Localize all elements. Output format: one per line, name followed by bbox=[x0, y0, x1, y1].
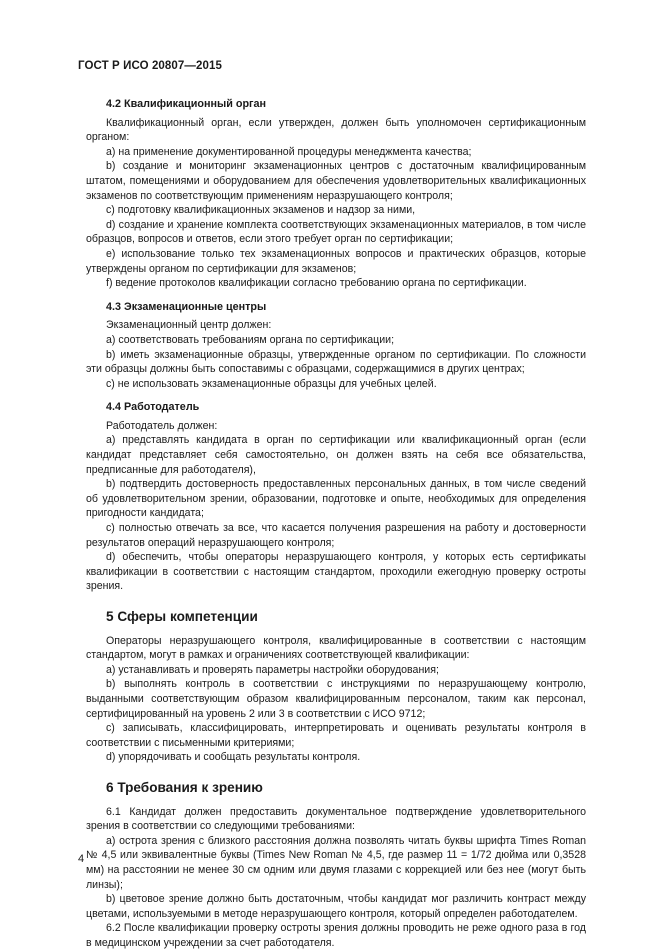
paragraph: Операторы неразрушающего контроля, квалифицированные в соответствии с настоящим стандартом, могут в рамках и ограничениях соответствующей квалификации: bbox=[86, 634, 586, 662]
section-4-4 bbox=[86, 400, 586, 594]
section-heading: 4.4 Работодатель bbox=[106, 401, 200, 414]
section-4-3 bbox=[86, 300, 586, 392]
list-item: d) упорядочивать и сообщать результаты контроля. bbox=[106, 751, 361, 764]
section-4-2 bbox=[86, 97, 586, 291]
list-item: a) устанавливать и проверять параметры настройки оборудования; bbox=[106, 663, 439, 676]
paragraph: 6.1 Кандидат должен предоставить документальное подтверждение удовлетворительного зрения в соответствии со следующими требованиями: bbox=[86, 805, 586, 833]
list-item: f) ведение протоколов квалификации согласно требованию органа по сертификации. bbox=[106, 277, 527, 290]
list-item: c) не использовать экзаменационные образцы для учебных целей. bbox=[106, 377, 437, 390]
list-item: c) записывать, классифицировать, интерпретировать и оценивать результаты контроля в соответствии с письменными критериями; bbox=[86, 722, 586, 749]
section-heading: 4.3 Экзаменационные центры bbox=[106, 300, 267, 313]
list-item: a) на применение документированной процедуры менеджмента качества; bbox=[106, 145, 472, 158]
list-item: b) выполнять контроль в соответствии с инструкциями по неразрушающему контролю, выданными соответствующим образом квалифицированным персоналом, таким как персонал, сертифицированный на уровень 2 или 3 в соответствии с ИСО 9712; bbox=[86, 678, 586, 720]
list-item: c) полностью отвечать за все, что касается получения разрешения на работу и достоверности результатов операций неразрушающего контроля; bbox=[86, 522, 586, 549]
list-item: a) представлять кандидата в орган по сертификации или квалификационный орган (если кандидат представляет себя самостоятельно, он должен взять на себя все обязательства, предписанные для работодателя), bbox=[86, 434, 586, 476]
list-item: d) обеспечить, чтобы операторы неразрушающего контроля, у которых есть сертификаты квалификации в соответствии с настоящим стандартом, проходили ежегодную проверку остроты зрения. bbox=[86, 551, 586, 593]
document-header: ГОСТ Р ИСО 20807—2015 bbox=[78, 60, 223, 72]
list-item: b) цветовое зрение должно быть достаточным, чтобы кандидат мог различить контраст между цветами, используемыми в методе неразрушающего контроля, который определен работодателем. bbox=[86, 893, 586, 920]
chapter-6 bbox=[86, 781, 586, 950]
chapter-heading: 6 Требования к зрению bbox=[106, 779, 263, 795]
paragraph: Экзаменационный центр должен: bbox=[106, 319, 272, 332]
page-content bbox=[86, 97, 586, 950]
chapter-heading: 5 Сферы компетенции bbox=[106, 609, 258, 624]
list-item: b) подтвердить достоверность предоставленных персональных данных, в том числе сведений об удовлетворительном зрении, образовании, подготовке и опыте, необходимых для определения пригодности кандидата; bbox=[86, 478, 586, 520]
list-item: e) использование только тех экзаменационных вопросов и практических образцов, которые утверждены органом по сертификации для экзаменов; bbox=[86, 247, 586, 275]
list-item: a) острота зрения с близкого расстояния должна позволять читать буквы шрифта Times Roman № 4,5 или эквивалентные буквы (Times New Roman № 4,5, где размер 11 = 1/72 дюйма или 0,3528 мм) на расстоянии не менее 30 см одним или двумя глазами с коррекцией или без нее (могут быть линзы); bbox=[86, 834, 586, 891]
list-item: c) подготовку квалификационных экзаменов и надзор за ними, bbox=[106, 204, 416, 217]
list-item: b) иметь экзаменационные образцы, утвержденные органом по сертификации. По сложности эти образцы должны быть сопоставимы с образцами, содержащимися в других центрах; bbox=[86, 348, 586, 376]
list-item: b) создание и мониторинг экзаменационных центров с достаточным квалифицированным штатом, помещениями и оборудованием для обеспечения удовлетворительных квалификационных экзаменов по соответствующим применениям неразрушающего контроля; bbox=[86, 160, 586, 202]
list-item: a) соответствовать требованиям органа по сертификации; bbox=[106, 333, 395, 346]
page-number: 4 bbox=[78, 853, 85, 865]
paragraph: Работодатель должен: bbox=[106, 419, 218, 432]
paragraph: 6.2 После квалификации проверку остроты зрения должны проводить не реже одного раза в год в медицинском учреждении за счет работодателя. bbox=[86, 922, 586, 949]
section-heading: 4.2 Квалификационный орган bbox=[106, 98, 267, 110]
chapter-5 bbox=[86, 610, 586, 765]
list-item: d) создание и хранение комплекта соответствующих экзаменационных материалов, в том числе образцов, вопросов и ответов, если этого требует орган по сертификации; bbox=[86, 218, 586, 246]
paragraph: Квалификационный орган, если утвержден, должен быть уполномочен сертификационным органом: bbox=[86, 116, 586, 144]
